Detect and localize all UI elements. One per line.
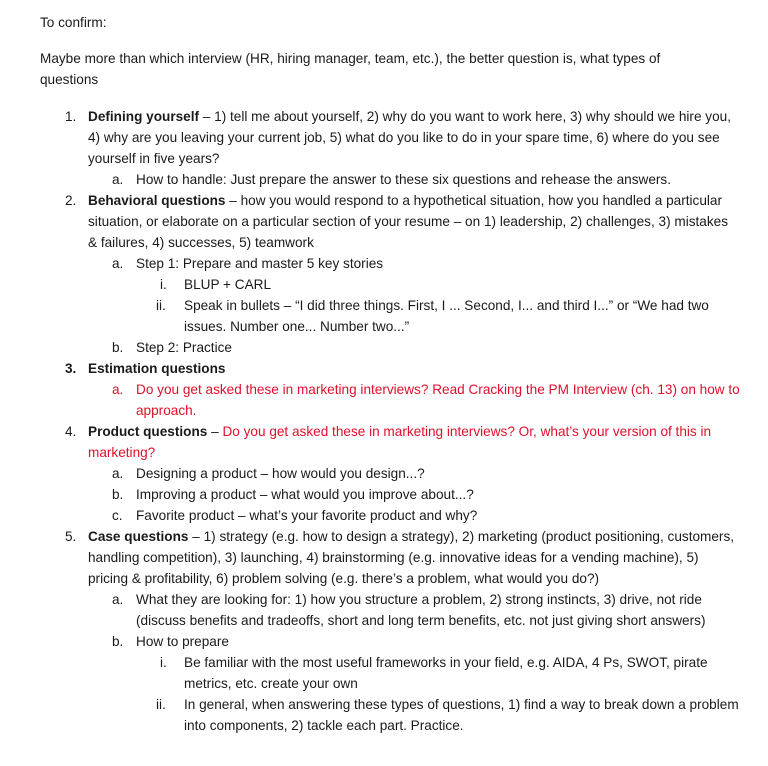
sub-item-text: What they are looking for: 1) how you structure a problem, 2) strong instincts, 3) drive, not ride (discuss benefits and tradeoffs, short and long term benefits, etc. not just giving short answers) — [136, 592, 706, 628]
sub-item-text: Step 1: Prepare and master 5 key stories — [136, 256, 384, 271]
list-marker: 2. — [65, 193, 77, 208]
sub-item — [40, 484, 740, 505]
list-marker: a. — [112, 592, 124, 607]
list-item-estimation-questions — [40, 358, 740, 379]
item-comment-text: Do you get asked these in marketing interviews? Or, what’s your version of this in marketing? — [88, 424, 712, 460]
list-marker: b. — [112, 487, 124, 502]
sub-item-text: Step 2: Practice — [136, 340, 232, 355]
list-marker: a. — [112, 382, 124, 397]
item-separator: – — [199, 109, 215, 124]
sub-sub-item-text: BLUP + CARL — [184, 277, 272, 292]
sub-item-text: Favorite product – what’s your favorite product and why? — [136, 508, 478, 523]
list-item-product-questions — [40, 421, 740, 463]
item-separator: – — [225, 193, 241, 208]
item-title: Defining yourself — [88, 109, 200, 124]
sub-sub-item-text: Speak in bullets – “I did three things. First, I ... Second, I... and third I...” or “We had two issues. Number one... Number two...” — [184, 298, 709, 334]
item-text: 1) tell me about yourself, 2) why do you want to work here, 3) why should we hire you, 4) why are you leaving your current job, 5) what do you like to do in your spare time, 6) where do you see yourself in five years? — [88, 109, 731, 166]
list-marker: i. — [160, 655, 167, 670]
sub-item-text: Improving a product – what would you improve about...? — [136, 487, 474, 502]
sub-item-text: How to handle: Just prepare the answer to these six questions and rehease the answers. — [136, 172, 672, 187]
sub-item — [40, 589, 740, 631]
list-marker: a. — [112, 466, 124, 481]
list-item-behavioral-questions — [40, 190, 740, 253]
item-text: how you would respond to a hypothetical situation, how you handled a particular situation, or elaborate on a particular section of your resume – on 1) leadership, 2) challenges, 3) mistakes & failures, 4) successes, 5) teamwork — [88, 193, 729, 250]
item-text: 1) strategy (e.g. how to design a strategy), 2) marketing (product positioning, customers, handling competition), 3) launching, 4) brainstorming (e.g. innovative ideas for a vending machine), 5) pricing & profitability, 6) problem solving (e.g. there’s a problem, what would you do?) — [88, 529, 735, 586]
item-separator: – — [188, 529, 204, 544]
list-marker: b. — [112, 340, 124, 355]
list-item-case-questions — [40, 526, 740, 589]
sub-item-text: Designing a product – how would you design...? — [136, 466, 425, 481]
sub-item — [40, 463, 740, 484]
item-separator: – — [207, 424, 223, 439]
list-marker: 5. — [65, 529, 77, 544]
list-item-defining-yourself — [40, 106, 740, 169]
sub-sub-item-text: In general, when answering these types of questions, 1) find a way to break down a problem into components, 2) tackle each part. Practice. — [184, 697, 739, 733]
item-title: Case questions — [88, 529, 189, 544]
item-title: Behavioral questions — [88, 193, 226, 208]
list-marker: 1. — [65, 109, 77, 124]
list-marker: a. — [112, 172, 124, 187]
sub-item — [40, 253, 740, 274]
item-title: Product questions — [88, 424, 208, 439]
list-marker: a. — [112, 256, 124, 271]
list-marker: c. — [112, 508, 123, 523]
sub-item — [40, 337, 740, 358]
sub-item — [40, 631, 740, 652]
list-marker: b. — [112, 634, 124, 649]
sub-sub-item — [40, 652, 740, 694]
sub-sub-item-text: Be familiar with the most useful frameworks in your field, e.g. AIDA, 4 Ps, SWOT, pirate metrics, etc. create your own — [184, 655, 708, 691]
sub-item-text: Do you get asked these in marketing interviews? Read Cracking the PM Interview (ch. 13) on how to approach. — [136, 382, 740, 418]
list-marker: 3. — [65, 361, 77, 376]
lead-paragraph: Maybe more than which interview (HR, hiring manager, team, etc.), the better question is, what types of questions — [40, 51, 661, 87]
sub-sub-item — [40, 694, 740, 736]
list-marker: i. — [160, 277, 167, 292]
sub-item-comment — [40, 379, 740, 421]
list-marker: ii. — [156, 697, 166, 712]
sub-item-text: How to prepare — [136, 634, 229, 649]
list-marker: 4. — [65, 424, 77, 439]
intro-text: To confirm: — [40, 15, 107, 30]
sub-sub-item — [40, 274, 740, 295]
question-types-list — [40, 106, 740, 736]
sub-item — [40, 505, 740, 526]
item-title: Estimation questions — [88, 361, 226, 376]
list-marker: ii. — [156, 298, 166, 313]
sub-item — [40, 169, 740, 190]
sub-sub-item — [40, 295, 740, 337]
